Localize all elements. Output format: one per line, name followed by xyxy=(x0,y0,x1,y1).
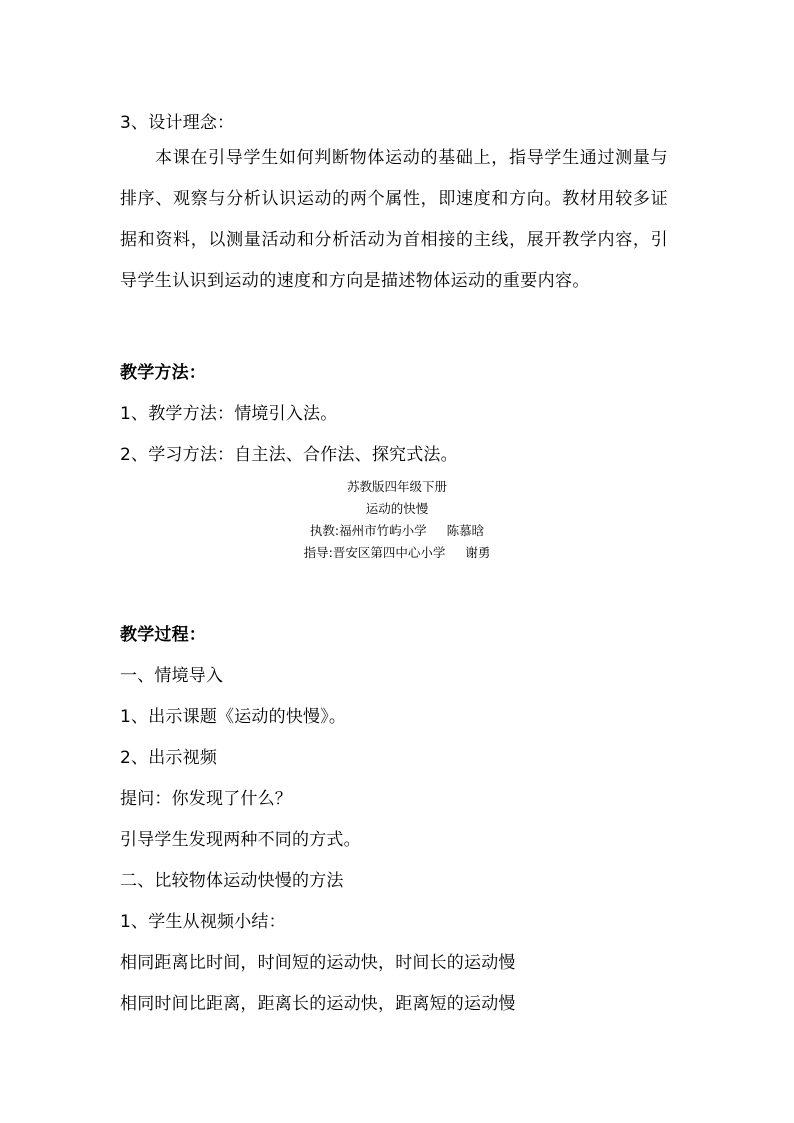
teacher-label: 执教:福州市竹屿小学 xyxy=(309,523,427,538)
process-line: 一、情境导入 xyxy=(120,666,224,686)
design-concept-heading: 3、设计理念： xyxy=(120,113,235,133)
lesson-caption: 运动的快慢 xyxy=(365,501,429,516)
teaching-method-item: 1、教学方法：情境引入法。 xyxy=(120,404,338,424)
learning-method-item: 2、学习方法：自主法、合作法、探究式法。 xyxy=(120,445,458,465)
process-line: 2、出示视频 xyxy=(120,748,218,768)
teacher-name: 陈慕晗 xyxy=(446,523,485,538)
process-line: 相同时间比距离，距离长的运动快，距离短的运动慢 xyxy=(120,994,516,1014)
process-line: 相同距离比时间，时间短的运动快，时间长的运动慢 xyxy=(120,953,516,973)
advisor-name: 谢勇 xyxy=(465,545,491,560)
process-line: 提问：你发现了什么？ xyxy=(120,789,292,809)
process-line: 1、出示课题《运动的快慢》。 xyxy=(120,707,347,727)
advisor-label: 指导:晋安区第四中心小学 xyxy=(303,545,446,560)
process-line: 引导学生发现两种不同的方式。 xyxy=(120,830,361,850)
edition-caption: 苏教版四年级下册 xyxy=(346,479,447,494)
advisor-caption xyxy=(0,542,794,563)
design-concept-paragraph: 本课在引导学生如何判断物体运动的基础上，指导学生通过测量与排序、观察与分析认识运动的两个属性，即速度和方向。教材用较多证据和资料，以测量活动和分析活动为首相接的主线，展开教学内容，引导学生认识到运动的速度和方向是描述物体运动的重要内容。 xyxy=(120,148,668,291)
teaching-process-heading: 教学过程： xyxy=(120,625,206,645)
process-line: 1、学生从视频小结： xyxy=(120,912,286,932)
process-line: 二、比较物体运动快慢的方法 xyxy=(120,871,344,891)
teaching-methods-heading: 教学方法： xyxy=(120,363,206,383)
teacher-caption xyxy=(0,520,794,541)
